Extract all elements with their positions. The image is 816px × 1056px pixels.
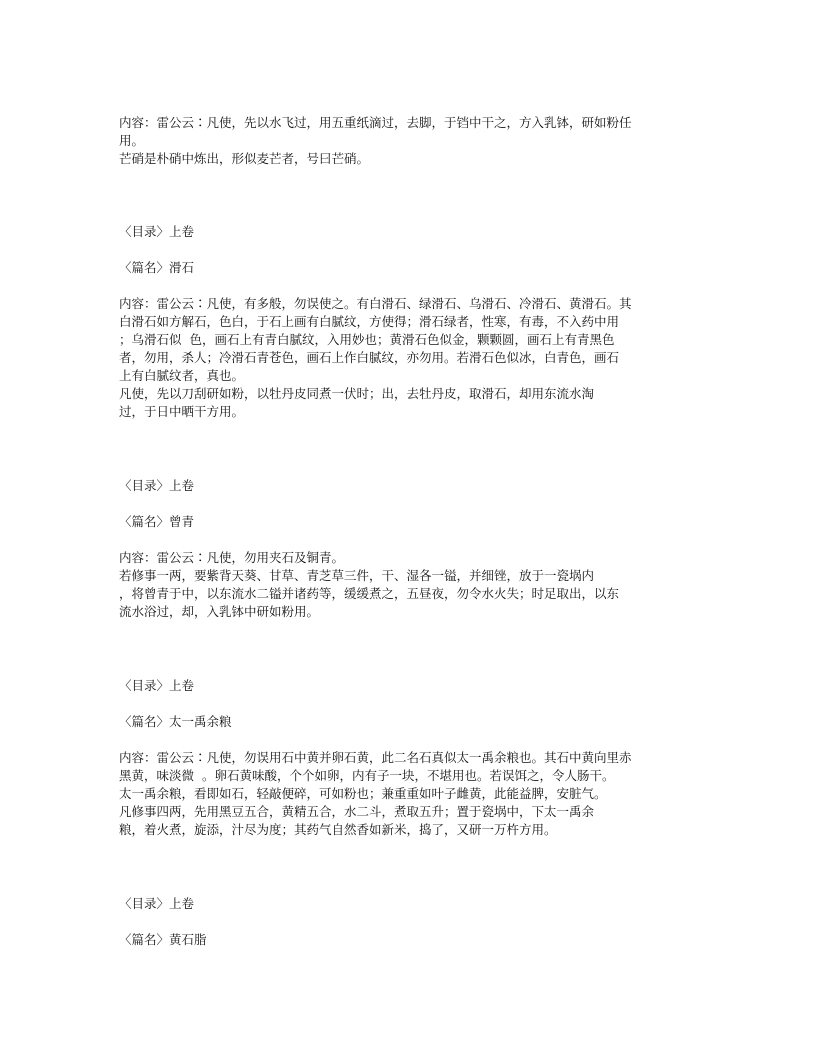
content-line: 黑黄，味淡微 。卵石黄味酸，个个如卵，内有子一块，不堪用也。若误饵之，令人肠干。 bbox=[119, 768, 615, 783]
content-line: 凡修事四两，先用黑豆五合，黄精五合，水二斗，煮取五升；置于瓷埚中，下太一禹余 bbox=[119, 804, 595, 819]
content-block-mangxiao bbox=[119, 114, 632, 168]
section-title: 〈篇名〉曾青 bbox=[119, 514, 195, 529]
content-line: 太一禹余粮，看即如石，轻敲便碎，可如粉也；兼重重如叶子雌黄，此能益脾，安脏气。 bbox=[119, 786, 607, 801]
content-line: 过，于日中晒干方用。 bbox=[119, 404, 245, 419]
content-block-yuyuliang bbox=[119, 749, 632, 839]
content-line: 芒硝是朴硝中炼出，形似麦芒者，号曰芒硝。 bbox=[119, 151, 370, 166]
content-line: ，将曾青于中，以东流水二镒并诸药等，缓缓煮之，五昼夜，勿令水火失；时足取出，以东 bbox=[119, 586, 620, 601]
content-line: 者，勿用，杀人；冷滑石青苍色，画石上作白腻纹，亦勿用。若滑石色似冰，白青色，画石 bbox=[119, 350, 620, 365]
section-title: 〈篇名〉黄石脂 bbox=[119, 932, 207, 947]
toc-heading: 〈目录〉上卷 bbox=[119, 224, 195, 239]
content-line: 若修事一两，要紫背天葵、甘草、青芝草三件，干、湿各一镒，并细锉，放于一瓷埚内 bbox=[119, 568, 595, 583]
content-line: 内容：雷公云∶凡使，勿误用石中黄并卵石黄，此二名石真似太一禹余粮也。其石中黄向里赤 bbox=[119, 750, 632, 765]
content-line: 流水浴过，却，入乳钵中研如粉用。 bbox=[119, 604, 320, 619]
content-line: 用。 bbox=[119, 133, 145, 148]
section-title: 〈篇名〉滑石 bbox=[119, 260, 195, 275]
content-block-zengqing bbox=[119, 549, 619, 621]
content-line: 内容：雷公云∶凡使，勿用夹石及铜青。 bbox=[119, 550, 345, 565]
content-line: 上有白腻纹者，真也。 bbox=[119, 368, 245, 383]
content-line: 白滑石如方解石，色白，于石上画有白腻纹，方使得；滑石绿者，性寒，有毒，不入药中用 bbox=[119, 314, 620, 329]
content-line: 内容：雷公云∶凡使，先以水飞过，用五重纸滴过，去脚，于铛中干之，方入乳钵，研如粉任 bbox=[119, 115, 632, 130]
toc-heading: 〈目录〉上卷 bbox=[119, 678, 195, 693]
toc-heading: 〈目录〉上卷 bbox=[119, 478, 195, 493]
content-block-huashi bbox=[119, 295, 632, 421]
toc-heading: 〈目录〉上卷 bbox=[119, 896, 195, 911]
content-line: 内容：雷公云∶凡使，有多般，勿误使之。有白滑石、绿滑石、乌滑石、冷滑石、黄滑石。其 bbox=[119, 296, 632, 311]
content-line: ；乌滑石似 色，画石上有青白腻纹，入用妙也；黄滑石色似金，颗颗圆，画石上有青黑色 bbox=[119, 332, 615, 347]
content-line: 粮，着火煮，旋添，汁尽为度；其药气自然香如新米，捣了，又研一万杵方用。 bbox=[119, 822, 557, 837]
content-line: 凡使，先以刀刮研如粉，以牡丹皮同煮一伏时；出，去牡丹皮，取滑石，却用东流水淘 bbox=[119, 386, 595, 401]
section-title: 〈篇名〉太一禹余粮 bbox=[119, 714, 232, 729]
